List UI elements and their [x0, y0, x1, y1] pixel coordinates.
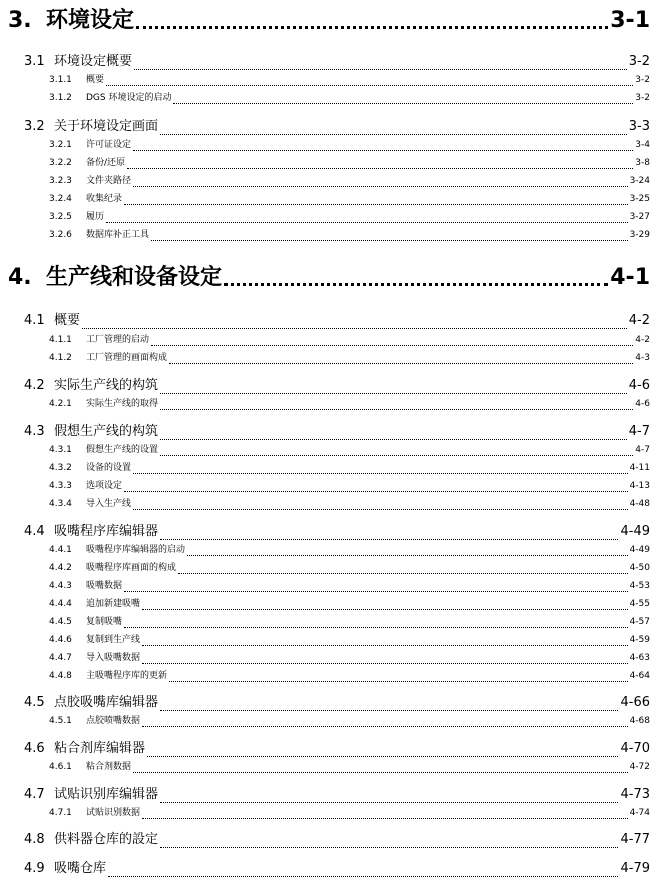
dot-leader — [82, 328, 627, 329]
page-number: 4-55 — [629, 599, 650, 609]
toc-subsection[interactable] — [49, 759, 650, 773]
page-number: 4-11 — [629, 463, 650, 473]
dot-leader — [187, 555, 628, 556]
section-number: 4.2 — [24, 378, 45, 393]
page-number: 3-3 — [628, 119, 650, 134]
toc-chapter[interactable] — [8, 2, 650, 34]
page-number: 4-63 — [629, 653, 650, 663]
subsection-number: 4.4.2 — [49, 563, 72, 573]
dot-leader — [151, 240, 628, 241]
subsection-number: 4.1.2 — [49, 353, 72, 363]
page-number: 4-68 — [629, 716, 650, 726]
dot-leader — [178, 573, 628, 574]
subsection-title: 许可证设定 — [86, 140, 132, 150]
dot-leader — [133, 186, 628, 187]
toc-subsection[interactable] — [49, 209, 650, 223]
subsection-number: 4.3.4 — [49, 499, 72, 509]
toc-subsection[interactable] — [49, 668, 650, 682]
toc-subsection[interactable] — [49, 560, 650, 574]
section-title: 粘合剂库编辑器 — [54, 741, 146, 756]
section-title: 点胶吸嘴库编辑器 — [54, 695, 159, 710]
toc-chapter[interactable] — [8, 259, 650, 291]
section-title: 试贴识别库编辑器 — [54, 787, 159, 802]
toc-subsection[interactable] — [49, 191, 650, 205]
dot-leader — [142, 609, 628, 610]
page-number: 4-70 — [620, 741, 650, 756]
page-number: 4-3 — [635, 353, 650, 363]
dot-leader — [124, 627, 628, 628]
dot-leader — [106, 85, 633, 86]
page-number: 4-66 — [620, 695, 650, 710]
subsection-title: 吸嘴程序库编辑器的启动 — [86, 545, 186, 555]
subsection-number: 3.2.5 — [49, 212, 72, 222]
toc-section[interactable] — [24, 376, 650, 394]
page-number: 3-4 — [635, 140, 650, 150]
chapter-title: 环境设定 — [46, 8, 135, 33]
toc-subsection[interactable] — [49, 137, 650, 151]
section-title: 供料器仓库的設定 — [54, 832, 159, 847]
section-number: 3.2 — [24, 119, 45, 134]
dot-leader — [160, 710, 618, 711]
section-title: 实际生产线的构筑 — [54, 378, 159, 393]
section-number: 4.3 — [24, 424, 45, 439]
dot-leader — [133, 772, 628, 773]
subsection-number: 4.4.4 — [49, 599, 72, 609]
page-number: 4-2 — [628, 313, 650, 328]
section-title: 环境设定概要 — [54, 54, 133, 69]
dot-leader — [160, 802, 618, 803]
toc-subsection[interactable] — [49, 227, 650, 241]
toc-subsection[interactable] — [49, 578, 650, 592]
page-number: 3-2 — [635, 75, 650, 85]
dot-leader — [124, 491, 628, 492]
dot-leader — [124, 591, 628, 592]
section-number: 4.1 — [24, 313, 45, 328]
dot-leader — [224, 283, 608, 286]
section-number: 4.6 — [24, 741, 45, 756]
toc-section[interactable] — [24, 117, 650, 135]
dot-leader — [160, 393, 627, 394]
toc-subsection[interactable] — [49, 332, 650, 346]
subsection-number: 3.2.4 — [49, 194, 72, 204]
dot-leader — [160, 409, 633, 410]
toc-section[interactable] — [24, 785, 650, 803]
dot-leader — [151, 345, 633, 346]
subsection-title: 数据库补正工具 — [86, 230, 150, 240]
dot-leader — [160, 134, 627, 135]
dot-leader — [124, 204, 628, 205]
page-number: 4-59 — [629, 635, 650, 645]
chapter-title: 生产线和设备设定 — [46, 265, 223, 290]
page-number: 3-24 — [629, 176, 650, 186]
section-number: 3.1 — [24, 54, 45, 69]
page-number: 4-6 — [635, 399, 650, 409]
dot-leader — [134, 69, 627, 70]
subsection-title: 工厂管理的画面构成 — [86, 353, 168, 363]
subsection-title: 选项设定 — [86, 481, 123, 491]
subsection-title: 导入生产线 — [86, 499, 132, 509]
subsection-title: 试贴识别数据 — [86, 808, 141, 818]
subsection-title: 点胶喷嘴数据 — [86, 716, 141, 726]
page-number: 3-8 — [635, 158, 650, 168]
dot-leader — [136, 26, 608, 29]
section-title: 假想生产线的构筑 — [54, 424, 159, 439]
toc-subsection[interactable] — [49, 72, 650, 86]
toc-subsection[interactable] — [49, 173, 650, 187]
chapter-number: 4. — [8, 265, 32, 290]
subsection-title: 粘合剂数据 — [86, 762, 132, 772]
subsection-number: 4.3.1 — [49, 445, 72, 455]
dot-leader — [147, 756, 618, 757]
page-number: 4-2 — [635, 335, 650, 345]
page-number: 4-6 — [628, 378, 650, 393]
section-number: 4.8 — [24, 832, 45, 847]
page-number: 3-25 — [629, 194, 650, 204]
section-title: 吸嘴仓库 — [54, 861, 107, 876]
page-number: 4-57 — [629, 617, 650, 627]
page-number: 4-13 — [629, 481, 650, 491]
subsection-number: 4.4.6 — [49, 635, 72, 645]
section-number: 4.5 — [24, 695, 45, 710]
subsection-title: 复制吸嘴 — [86, 617, 123, 627]
dot-leader — [160, 847, 618, 848]
toc-subsection[interactable] — [49, 650, 650, 664]
dot-leader — [133, 150, 633, 151]
subsection-title: 备份/还原 — [86, 158, 126, 168]
subsection-title: 工厂管理的启动 — [86, 335, 150, 345]
subsection-number: 4.5.1 — [49, 716, 72, 726]
toc-subsection[interactable] — [49, 396, 650, 410]
subsection-number: 3.1.1 — [49, 75, 72, 85]
section-number: 4.9 — [24, 861, 45, 876]
subsection-title: 实际生产线的取得 — [86, 399, 159, 409]
page-number: 4-77 — [620, 832, 650, 847]
subsection-title: 概要 — [86, 75, 105, 85]
page-number: 3-2 — [628, 54, 650, 69]
subsection-number: 3.2.6 — [49, 230, 72, 240]
toc-section[interactable] — [24, 739, 650, 757]
page-number: 3-27 — [629, 212, 650, 222]
subsection-title: 导入吸嘴数据 — [86, 653, 141, 663]
subsection-title: 收集纪录 — [86, 194, 123, 204]
toc-section[interactable] — [24, 522, 650, 540]
subsection-number: 4.4.7 — [49, 653, 72, 663]
dot-leader — [142, 818, 628, 819]
subsection-number: 4.1.1 — [49, 335, 72, 345]
dot-leader — [160, 539, 618, 540]
dot-leader — [142, 645, 628, 646]
dot-leader — [160, 439, 627, 440]
toc-subsection[interactable] — [49, 90, 650, 104]
toc-subsection[interactable] — [49, 614, 650, 628]
dot-leader — [133, 473, 628, 474]
subsection-title: 吸嘴数据 — [86, 581, 123, 591]
page-number: 4-7 — [635, 445, 650, 455]
page-number: 4-50 — [629, 563, 650, 573]
toc-subsection[interactable] — [49, 542, 650, 556]
page-number: 4-7 — [628, 424, 650, 439]
dot-leader — [142, 726, 628, 727]
subsection-number: 3.1.2 — [49, 93, 72, 103]
page-number: 4-48 — [629, 499, 650, 509]
subsection-title: 设备的设置 — [86, 463, 132, 473]
section-title: 关于环境设定画面 — [54, 119, 159, 134]
subsection-number: 4.3.3 — [49, 481, 72, 491]
page-number: 4-53 — [629, 581, 650, 591]
subsection-number: 4.7.1 — [49, 808, 72, 818]
subsection-title: 追加新建吸嘴 — [86, 599, 141, 609]
page-number: 3-2 — [635, 93, 650, 103]
subsection-title: 假想生产线的设置 — [86, 445, 159, 455]
toc-subsection[interactable] — [49, 496, 650, 510]
subsection-number: 4.3.2 — [49, 463, 72, 473]
toc-section[interactable] — [24, 52, 650, 70]
dot-leader — [169, 681, 628, 682]
subsection-number: 4.4.8 — [49, 671, 72, 681]
toc-subsection[interactable] — [49, 805, 650, 819]
subsection-number: 4.4.5 — [49, 617, 72, 627]
page-number: 4-74 — [629, 808, 650, 818]
page-number: 3-29 — [629, 230, 650, 240]
section-title: 概要 — [54, 313, 81, 328]
toc-subsection[interactable] — [49, 460, 650, 474]
toc-section[interactable] — [24, 422, 650, 440]
dot-leader — [142, 663, 628, 664]
dot-leader — [108, 876, 618, 877]
toc-section[interactable] — [24, 693, 650, 711]
page-number: 4-1 — [610, 265, 650, 290]
section-number: 4.7 — [24, 787, 45, 802]
toc-subsection[interactable] — [49, 155, 650, 169]
subsection-number: 3.2.2 — [49, 158, 72, 168]
page-number: 4-73 — [620, 787, 650, 802]
toc-subsection[interactable] — [49, 478, 650, 492]
toc-section[interactable] — [24, 830, 650, 848]
toc-subsection[interactable] — [49, 442, 650, 456]
dot-leader — [169, 363, 633, 364]
dot-leader — [133, 509, 628, 510]
page-number: 4-79 — [620, 861, 650, 876]
subsection-title: 文件夹路径 — [86, 176, 132, 186]
subsection-number: 3.2.3 — [49, 176, 72, 186]
subsection-number: 4.4.3 — [49, 581, 72, 591]
toc-subsection[interactable] — [49, 596, 650, 610]
section-title: 吸嘴程序库编辑器 — [54, 524, 159, 539]
subsection-title: 吸嘴程序库画面的构成 — [86, 563, 177, 573]
subsection-title: 主吸嘴程序库的更新 — [86, 671, 168, 681]
dot-leader — [106, 222, 628, 223]
page-number: 4-49 — [620, 524, 650, 539]
page-number: 4-72 — [629, 762, 650, 772]
dot-leader — [173, 103, 633, 104]
section-number: 4.4 — [24, 524, 45, 539]
subsection-title: 履历 — [86, 212, 105, 222]
toc-subsection[interactable] — [49, 713, 650, 727]
page-number: 4-49 — [629, 545, 650, 555]
toc-subsection[interactable] — [49, 350, 650, 364]
subsection-number: 4.4.1 — [49, 545, 72, 555]
subsection-title: 复制到生产线 — [86, 635, 141, 645]
subsection-title: DGS 环境设定的启动 — [86, 93, 172, 103]
toc-subsection[interactable] — [49, 632, 650, 646]
dot-leader — [127, 168, 633, 169]
toc-section[interactable] — [24, 859, 650, 877]
chapter-number: 3. — [8, 8, 32, 33]
subsection-number: 4.2.1 — [49, 399, 72, 409]
toc-section[interactable] — [24, 311, 650, 329]
subsection-number: 4.6.1 — [49, 762, 72, 772]
page-number: 4-64 — [629, 671, 650, 681]
subsection-number: 3.2.1 — [49, 140, 72, 150]
page-number: 3-1 — [610, 8, 650, 33]
dot-leader — [160, 455, 633, 456]
